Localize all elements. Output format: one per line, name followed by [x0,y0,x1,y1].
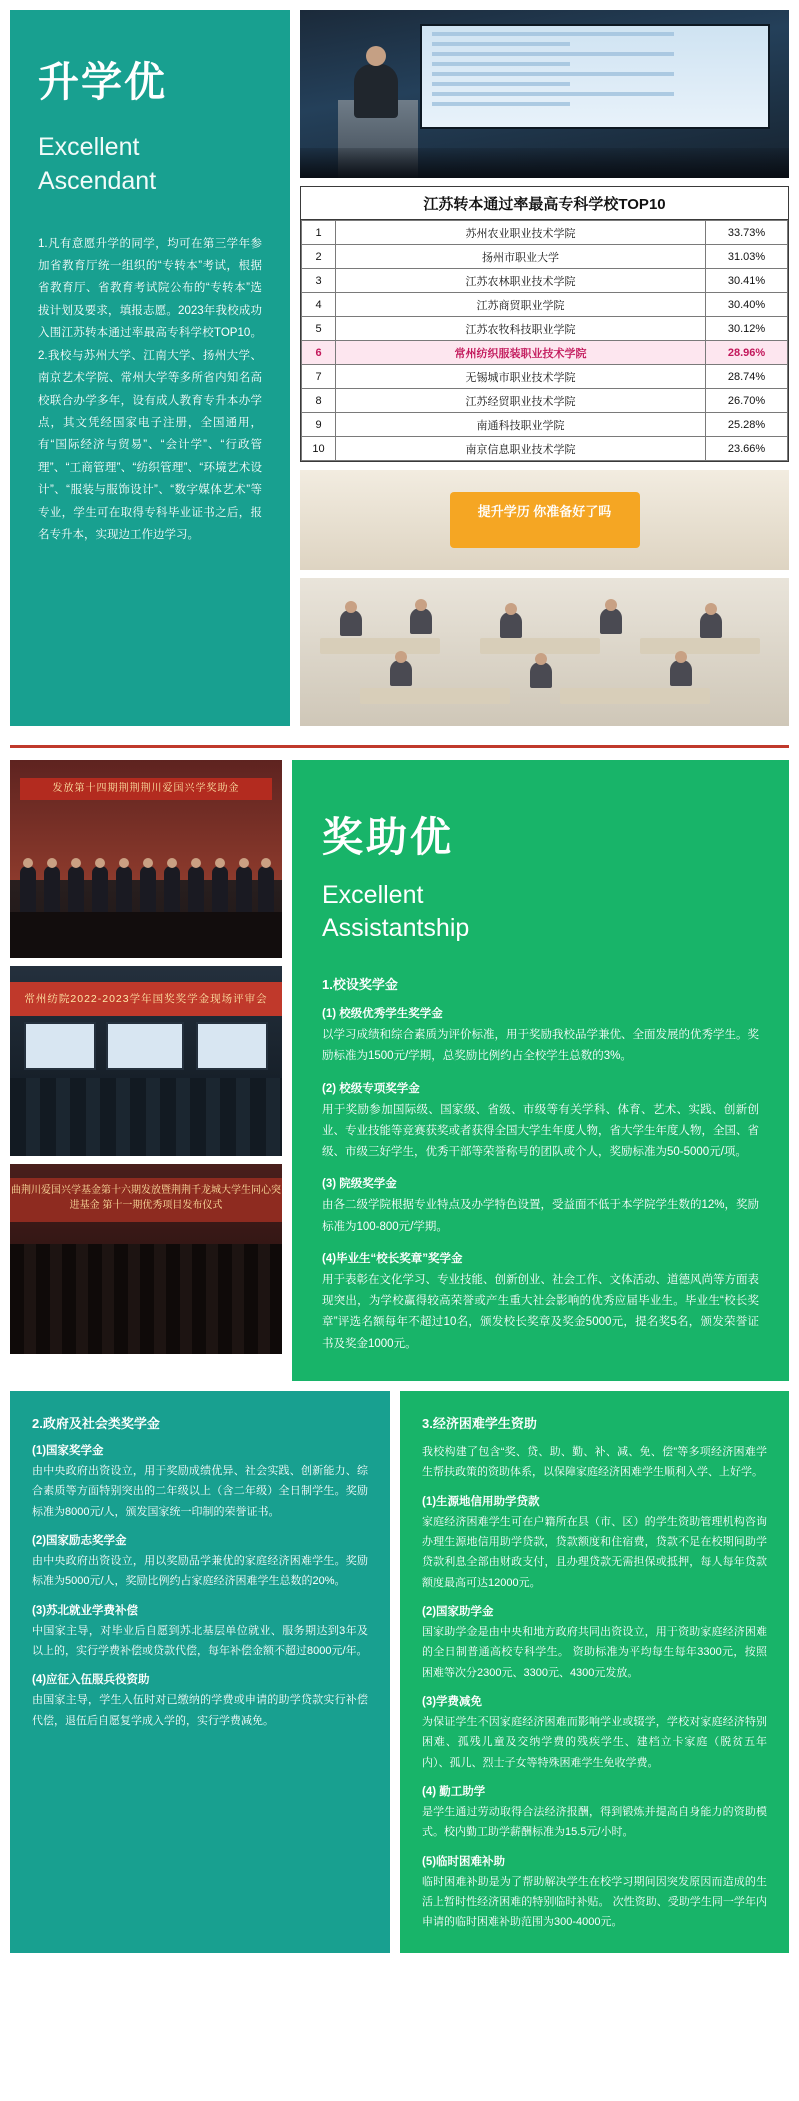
person-figure [700,612,722,638]
scholarship-item-sub: (1) 校级优秀学生奖学金 [322,1008,443,1020]
fin-item-sub: (1)生源地信用助学贷款 [422,1495,540,1508]
rank-table-card [300,186,789,462]
photo1-banner-text: 发放第十四期荆荆荆川爱国兴学奖助金 [20,778,272,800]
photo3-banner-text: 曲荆川爱国兴学基金第十六期发放暨荆荆千龙城大学生同心突进基金 第十一期优秀项目发布仪式 [10,1178,282,1222]
table-row [302,293,788,317]
rank-cell: 1 [302,221,336,245]
rank-cell: 2 [302,245,336,269]
section1-title: 升学优 [38,59,167,105]
fin-item-sub: (5)临时困难补助 [422,1855,506,1868]
table-prop [360,688,510,704]
school-cell: 常州纺织服装职业技术学院 [336,341,706,365]
rate-cell: 28.74% [706,365,788,389]
table-row [302,269,788,293]
table-row-highlighted [302,341,788,365]
table-prop [640,638,760,654]
rank-cell: 10 [302,437,336,461]
side-screen-left [24,1022,96,1070]
fin-item-sub: (3)学费减免 [422,1696,483,1709]
section-ascendant [0,0,799,726]
crowd-silhouette [10,1244,282,1354]
rate-cell: 30.12% [706,317,788,341]
fin-item-sub: (4) 勤工助学 [422,1786,486,1799]
speaker-figure [354,64,398,118]
rate-cell: 26.70% [706,389,788,413]
rank-cell: 6 [302,341,336,365]
projection-screen [420,24,770,129]
fin-item-text: 临时困难补助是为了帮助解决学生在校学习期间因突发原因而造成的生活上暂时性经济困难的特别临时补贴。 次性资助、受助学生同一学年内申请的临时困难补助范围为300-4000元。 [422,1875,767,1929]
school-cell: 江苏经贸职业技术学院 [336,389,706,413]
section-financial-aid [0,1381,799,1965]
person-figure [410,608,432,634]
rate-cell: 23.66% [706,437,788,461]
table-prop [320,638,440,654]
table-row [302,365,788,389]
photo-launch-ceremony [10,1164,282,1354]
table-row [302,317,788,341]
photo-award-ceremony [10,760,282,958]
center-screen [106,1022,184,1070]
fin-item-text: 国家助学金是由中央和地方政府共同出资设立，用于资助家庭经济困难的全日制普通高校专科学生。 资助标准为平均每生每年3300元，按照困难等次分2300元、3300元、4300元发放。 [422,1625,767,1679]
fin-heading: 3.经济困难学生资助 [422,1415,537,1431]
section2-media-panel [10,760,282,1381]
fin-item-sub: (2)国家助学金 [422,1605,494,1618]
government-scholarship-panel [10,1391,390,1953]
rank-cell: 9 [302,413,336,437]
gov-heading: 2.政府及社会类奖学金 [32,1415,160,1431]
photo-review-meeting [10,966,282,1156]
school-cell: 江苏农林职业技术学院 [336,269,706,293]
rate-cell: 30.41% [706,269,788,293]
table-prop [560,688,710,704]
school-cell: 无锡城市职业技术学院 [336,365,706,389]
rank-cell: 4 [302,293,336,317]
section1-text-panel [10,10,290,726]
school-cell: 江苏商贸职业学院 [336,293,706,317]
rate-cell: 33.73% [706,221,788,245]
photo-lecture-hall [300,10,789,178]
section1-media-panel [300,10,789,726]
rate-cell: 31.03% [706,245,788,269]
school-cell: 扬州市职业大学 [336,245,706,269]
table-prop [480,638,600,654]
award-recipients-row [10,858,282,912]
scholarship-item-text: 用于表彰在文化学习、专业技能、创新创业、社会工作、文体活动、道德风尚等方面表现突出，为学校赢得较高荣誉或产生重大社会影响的优秀应届毕业生。毕业生“校长奖章”评选名额每年不超过10名，颁发校长奖章及奖金5000元，提名奖5名，颁发荣誉证书及奖金1000元。 [322,1273,759,1350]
side-screen-right [196,1022,268,1070]
person-figure [670,660,692,686]
rank-table-title: 江苏转本通过率最高专科学校TOP10 [301,187,788,220]
section2-heading: 1.校设奖学金 [322,977,398,992]
gov-item-sub: (1)国家奖学金 [32,1444,104,1457]
fin-item-text: 是学生通过劳动取得合法经济报酬，得到锻炼并提高自身能力的资助模式。校内勤工助学薪酬标准为15.5元/小时。 [422,1806,767,1839]
rank-table [301,220,788,461]
gov-item-text: 由中央政府出资设立，用以奖励品学兼优的家庭经济困难学生。奖励标准为5000元/人，奖励比例约占家庭经济困难学生总数的20%。 [32,1554,368,1588]
fin-item-text: 家庭经济困难学生可在户籍所在县（市、区）的学生资助管理机构咨询办理生源地信用助学贷款，贷款额度和住宿费，贷款不足在校期间助学贷款利息全部由财政支付，且办理贷款无需担保或抵押，每人每年贷款额度最高可达12000元。 [422,1515,767,1589]
section-divider [10,736,789,748]
section2-title: 奖助优 [322,814,454,860]
table-row [302,221,788,245]
photo2-banner-text: 常州纺院2022-2023学年国奖奖学金现场评审会 [10,982,282,1016]
scholarship-item-sub: (2) 校级专项奖学金 [322,1082,420,1095]
gov-item-text: 中国家主导，对毕业后自愿到苏北基层单位就业、服务期达到3年及以上的，实行学费补偿或贷款代偿，每年补偿金额不超过8000元/年。 [32,1624,368,1657]
gov-item-sub: (2)国家励志奖学金 [32,1534,127,1547]
person-figure [600,608,622,634]
banner-text: 提升学历 你准备好了吗 [450,492,640,548]
rank-cell: 5 [302,317,336,341]
rate-cell: 25.28% [706,413,788,437]
needy-student-aid-panel [400,1391,789,1953]
gov-item-text: 由中央政府出资设立，用于奖励成绩优异、社会实践、创新能力、综合素质等方面特别突出的二年级以上（含二年级）全日制学生。奖励标准为8000元/人，颁发国家统一印制的荣誉证书。 [32,1464,368,1518]
rank-cell: 8 [302,389,336,413]
audience-silhouette [300,148,789,178]
scholarship-item-sub: (3) 院级奖学金 [322,1178,397,1191]
school-cell: 江苏农牧科技职业学院 [336,317,706,341]
scholarship-item-text: 用于奖励参加国际级、国家级、省级、市级等有关学科、体育、艺术、实践、创新创业、专业技能等竞赛获奖或者获得全国大学生年度人物，省大学生年度人物，全国、省级、市级三好学生，优秀干部等荣誉称号的团队或个人，奖励标准为50-5000元/项。 [322,1103,759,1159]
seating-rows [10,1078,282,1156]
section1-body: 1.凡有意愿升学的同学，均可在第三学年参加省教育厅统一组织的“专转本”考试，根据省教育厅、省教育考试院公布的“专转本”选拔计划及要求，填报志愿。2023年我校成功入围江苏转本通过率最高专科学校TOP10。2.我校与苏州大学、江南大学、扬州大学、南京艺术学院、常州大学等多所省内知名高校联合办学多年，设有成人教育专升本办学点，其文凭经国家电子注册，全国通用，有“国际经济与贸易”、“会计学”、“行政管理”、“工商管理”、“纺织管理”、“环境艺术设计”、“服装与服饰设计”、“数字媒体艺术”等专业，学生可在取得专科毕业证书之后，报名专升本，实现边工作边学习。 [38,237,262,542]
gov-item-sub: (3)苏北就业学费补偿 [32,1604,139,1617]
fin-item-text: 为保证学生不因家庭经济困难而影响学业或辍学，学校对家庭经济特别困难、孤残儿童及交纳学费的残疾学生、建档立卡家庭（脱贫五年内）、孤儿、烈士子女等特殊困难学生免收学费。 [422,1716,767,1769]
section2-text-panel [292,760,789,1381]
rank-cell: 7 [302,365,336,389]
school-cell: 苏州农业职业技术学院 [336,221,706,245]
rank-cell: 3 [302,269,336,293]
person-figure [530,662,552,688]
table-row [302,245,788,269]
gov-item-text: 由国家主导，学生入伍时对已缴纳的学费或申请的助学贷款实行补偿代偿，退伍后自愿复学成入学的，实行学费减免。 [32,1694,368,1727]
photo-students-seminar [300,578,789,726]
scholarship-item-sub: (4)毕业生“校长奖章”奖学金 [322,1252,463,1265]
fin-lead-text: 我校构建了包含“奖、贷、助、勤、补、减、免、偿”等多项经济困难学生帮扶政策的资助体系，以保障家庭经济困难学生顺利入学、上好学。 [422,1445,767,1479]
scholarship-item-text: 以学习成绩和综合素质为评价标准，用于奖励我校品学兼优、全面发展的优秀学生。奖励标准为1500元/学期，总奖励比例约占全校学生总数的3%。 [322,1029,759,1063]
floor [10,912,282,958]
section2-english-line1: Excellent [322,881,424,909]
section1-english-line1: Excellent [38,133,140,162]
table-row [302,389,788,413]
table-row [302,413,788,437]
person-figure [500,612,522,638]
table-row [302,437,788,461]
photo-classroom-banner [300,470,789,570]
rate-cell: 30.40% [706,293,788,317]
gov-item-sub: (4)应征入伍服兵役资助 [32,1674,150,1687]
person-figure [390,660,412,686]
section2-english-line2: Assistantship [322,913,470,942]
scholarship-item-text: 由各二级学院根据专业特点及办学特色设置，受益面不低于本学院学生数的12%，奖励标准为100-800元/学期。 [322,1199,760,1233]
school-cell: 南通科技职业学院 [336,413,706,437]
school-cell: 南京信息职业技术学院 [336,437,706,461]
section1-english-line2: Ascendant [38,166,157,195]
section-assistantship [0,748,799,1381]
person-figure [340,610,362,636]
rate-cell: 28.96% [706,341,788,365]
